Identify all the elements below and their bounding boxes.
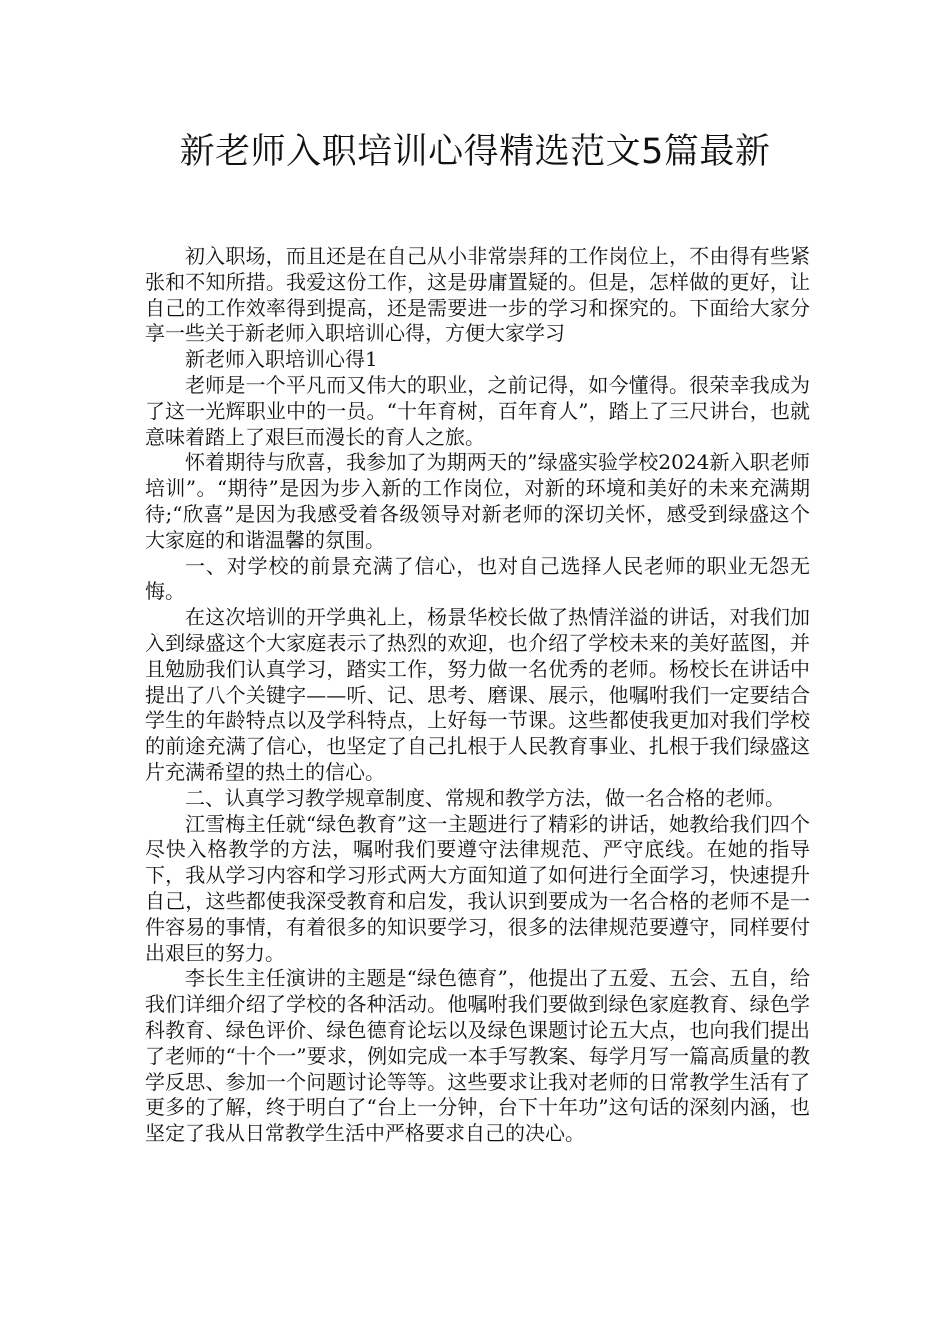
section-heading-1: 新老师入职培训心得1	[185, 347, 378, 372]
paragraph-training: 怀着期待与欣喜，我参加了为期两天的”绿盛实验学校2024新入职老师培训”。“期待”是因为步入新的工作岗位，对新的环境和美好的未来充满期待;“欣喜”是因为我感受着各级领导对新老师的深切关怀，感受到绿盛这个大家庭的和谐温馨的氛围。	[145, 450, 810, 552]
document-title: 新老师入职培训心得精选范文5篇最新	[179, 132, 771, 172]
point-heading-2: 二、认真学习教学规章制度、常规和教学方法，做一名合格的老师。	[185, 785, 785, 810]
document-body	[145, 244, 810, 1147]
paragraph-green-moral-education: 李长生主任演讲的主题是“绿色德育”，他提出了五爱、五会、五自，给我们详细介绍了学校的各种活动。他嘱咐我们要做到绿色家庭教育、绿色学科教育、绿色评价、绿色德育论坛以及绿色课题讨论五大点，也向我们提出了老师的“十个一”要求，例如完成一本手写教案、每学月写一篇高质量的教学反思、参加一个问题讨论等等。这些要求让我对老师的日常教学生活有了更多的了解，终于明白了“台上一分钟，台下十年功”这句话的深刻内涵，也坚定了我从日常教学生活中严格要求自己的决心。	[145, 966, 810, 1146]
paragraph-intro: 初入职场，而且还是在自己从小非常崇拜的工作岗位上，不由得有些紧张和不知所措。我爱这份工作，这是毋庸置疑的。但是，怎样做的更好，让自己的工作效率得到提高，还是需要进一步的学习和探究的。下面给大家分享一些关于新老师入职培训心得，方便大家学习	[145, 244, 810, 346]
paragraph-profession: 老师是一个平凡而又伟大的职业，之前记得，如今懂得。很荣幸我成为了这一光辉职业中的一员。“十年育树，百年育人”，踏上了三尺讲台，也就意味着踏上了艰巨而漫长的育人之旅。	[145, 372, 810, 449]
paragraph-green-education: 江雪梅主任就“绿色教育”这一主题进行了精彩的讲话，她教给我们四个尽快入格教学的方法，嘱咐我们要遵守法律规范、严守底线。在她的指导下，我从学习内容和学习形式两大方面知道了如何进行全面学习，快速提升自己，这些都使我深受教育和启发，我认识到要成为一名合格的老师不是一件容易的事情，有着很多的知识要学习，很多的法律规范要遵守，同样要付出艰巨的努力。	[145, 811, 810, 965]
point-heading-1: 一、对学校的前景充满了信心，也对自己选择人民老师的职业无怨无悔。	[145, 553, 810, 604]
paragraph-opening-ceremony: 在这次培训的开学典礼上，杨景华校长做了热情洋溢的讲话，对我们加入到绿盛这个大家庭表示了热烈的欢迎，也介绍了学校未来的美好蓝图，并且勉励我们认真学习，踏实工作，努力做一名优秀的老师。杨校长在讲话中提出了八个关键字——听、记、思考、磨课、展示，他嘱咐我们一定要结合学生的年龄特点以及学科特点，上好每一节课。这些都使我更加对我们学校的前途充满了信心，也坚定了自己扎根于人民教育事业、扎根于我们绿盛这片充满希望的热土的信心。	[145, 605, 810, 784]
